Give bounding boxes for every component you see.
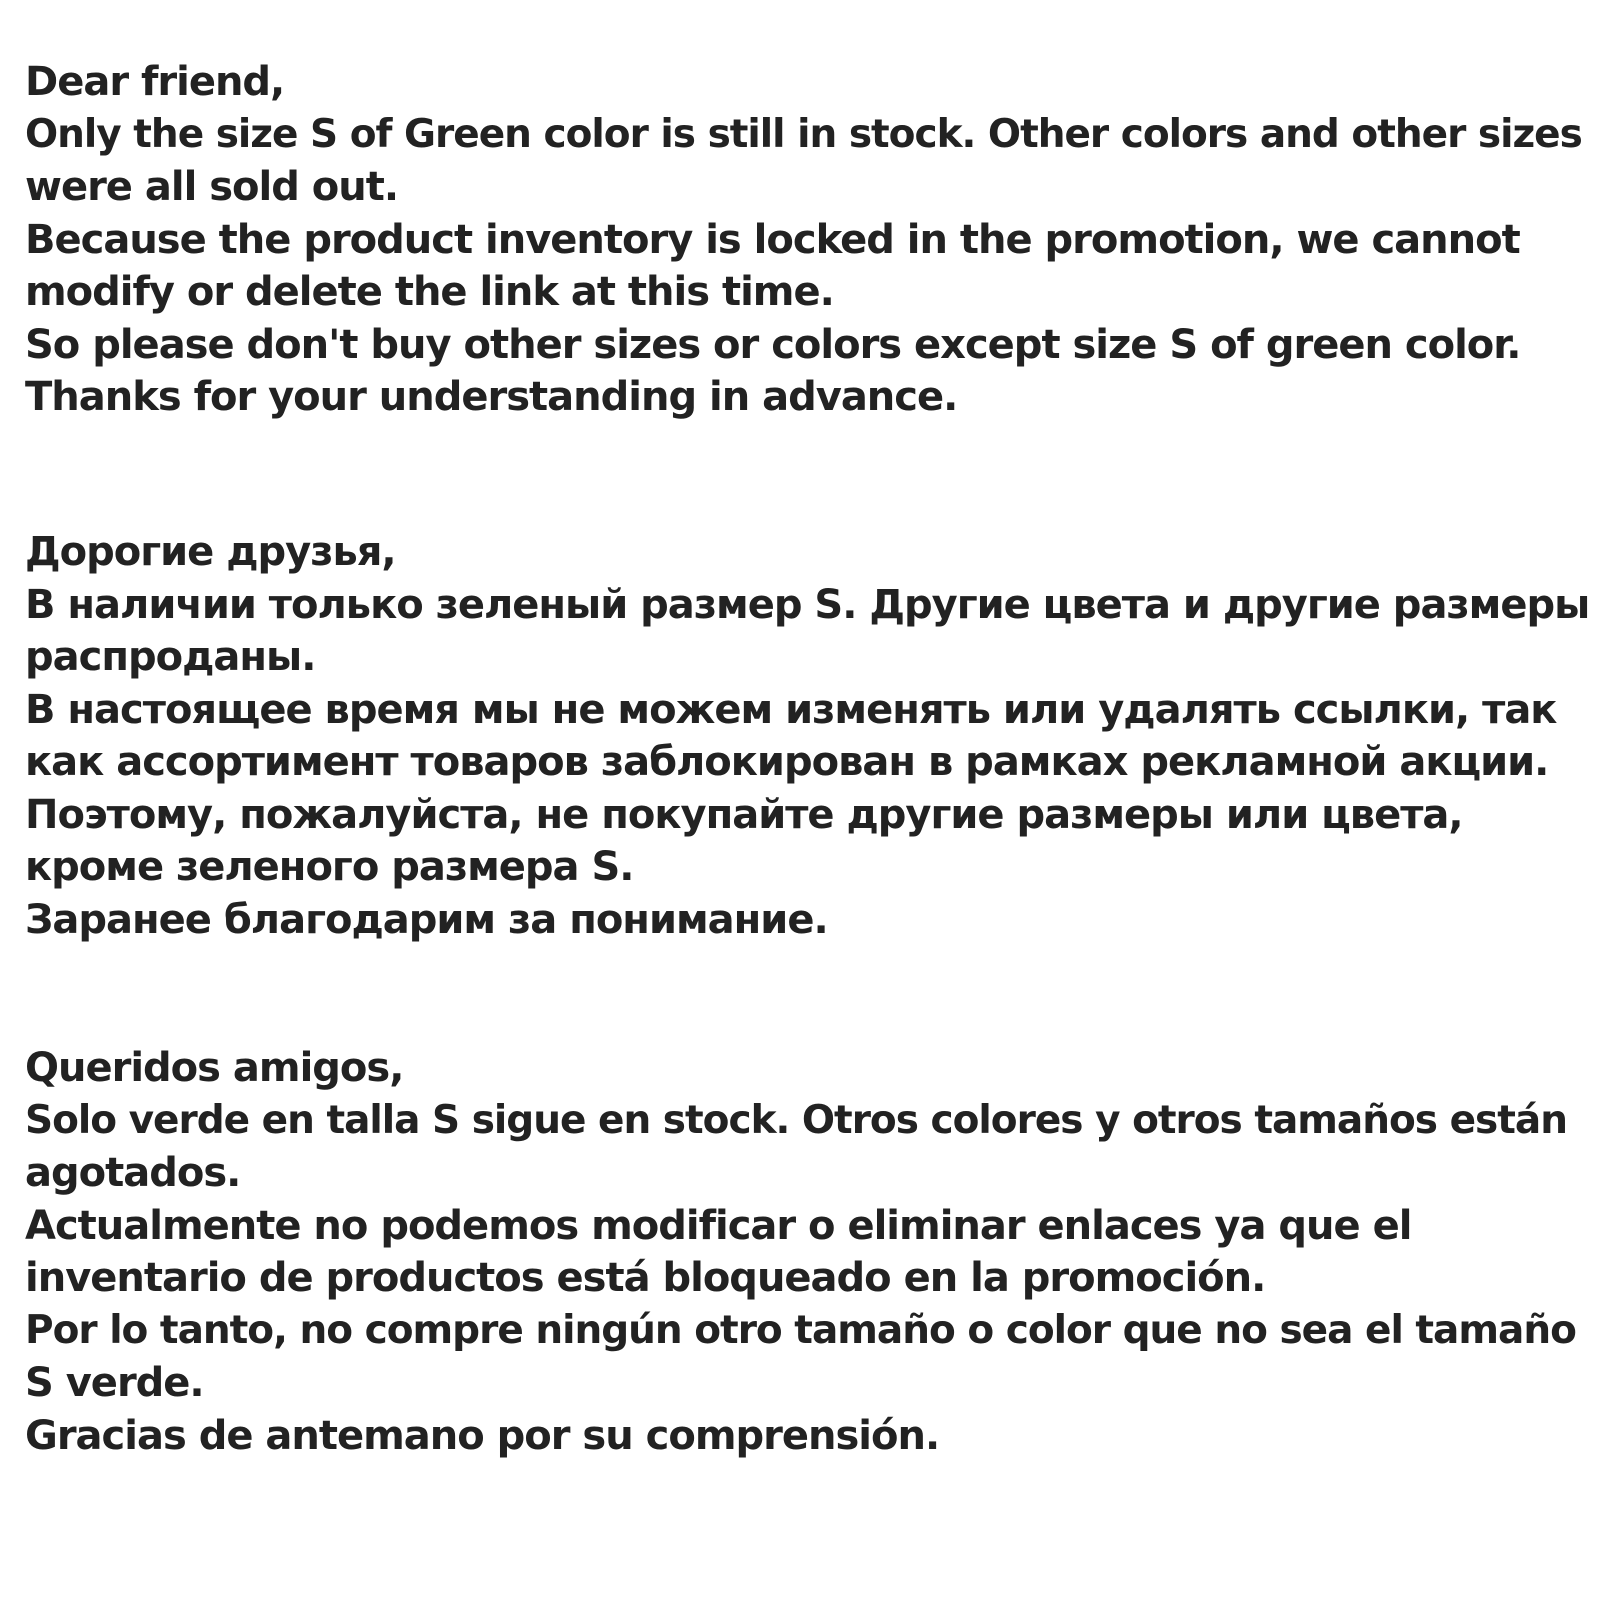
notice-line: Only the size S of Green color is still in stock. Other colors and other sizes xyxy=(25,111,1582,157)
notice-line: were all sold out. xyxy=(25,164,399,210)
notice-line: кроме зеленого размера S. xyxy=(25,844,634,890)
notice-line: Actualmente no podemos modificar o eliminar enlaces ya que el xyxy=(25,1202,1412,1249)
notice-line: как ассортимент товаров заблокирован в рамках рекламной акции. xyxy=(25,739,1549,785)
notice-russian xyxy=(25,526,1595,946)
closing-line: Thanks for your understanding in advance. xyxy=(25,374,958,420)
closing-line: Заранее благодарим за понимание. xyxy=(25,896,828,943)
notice-line: S verde. xyxy=(25,1360,204,1406)
notice-english xyxy=(25,56,1595,424)
notice-line: Solo verde en talla S sigue en stock. Otros colores y otros tamaños están xyxy=(25,1097,1567,1143)
greeting-line: Queridos amigos, xyxy=(25,1045,404,1091)
notice-line: inventario de productos está bloqueado en la promoción. xyxy=(25,1255,1266,1301)
notice-spanish xyxy=(25,1042,1595,1462)
notice-line: В настоящее время мы не можем изменять или удалять ссылки, так xyxy=(25,686,1557,733)
greeting-line: Дорогие друзья, xyxy=(25,529,396,575)
greeting-line: Dear friend, xyxy=(25,59,285,105)
notice-line: Por lo tanto, no compre ningún otro tamaño o color que no sea el tamaño xyxy=(25,1307,1576,1353)
notice-line: modify or delete the link at this time. xyxy=(25,269,834,315)
notice-line: agotados. xyxy=(25,1150,241,1196)
notice-line: распроданы. xyxy=(25,634,316,680)
notice-line: Поэтому, пожалуйста, не покупайте другие размеры или цвета, xyxy=(25,791,1463,838)
closing-line: Gracias de antemano por su comprensión. xyxy=(25,1412,940,1459)
notice-line: So please don't buy other sizes or colors except size S of green color. xyxy=(25,321,1521,368)
notice-line: Because the product inventory is locked in the promotion, we cannot xyxy=(25,216,1520,263)
notice-line: В наличии только зеленый размер S. Другие цвета и другие размеры xyxy=(25,581,1590,628)
